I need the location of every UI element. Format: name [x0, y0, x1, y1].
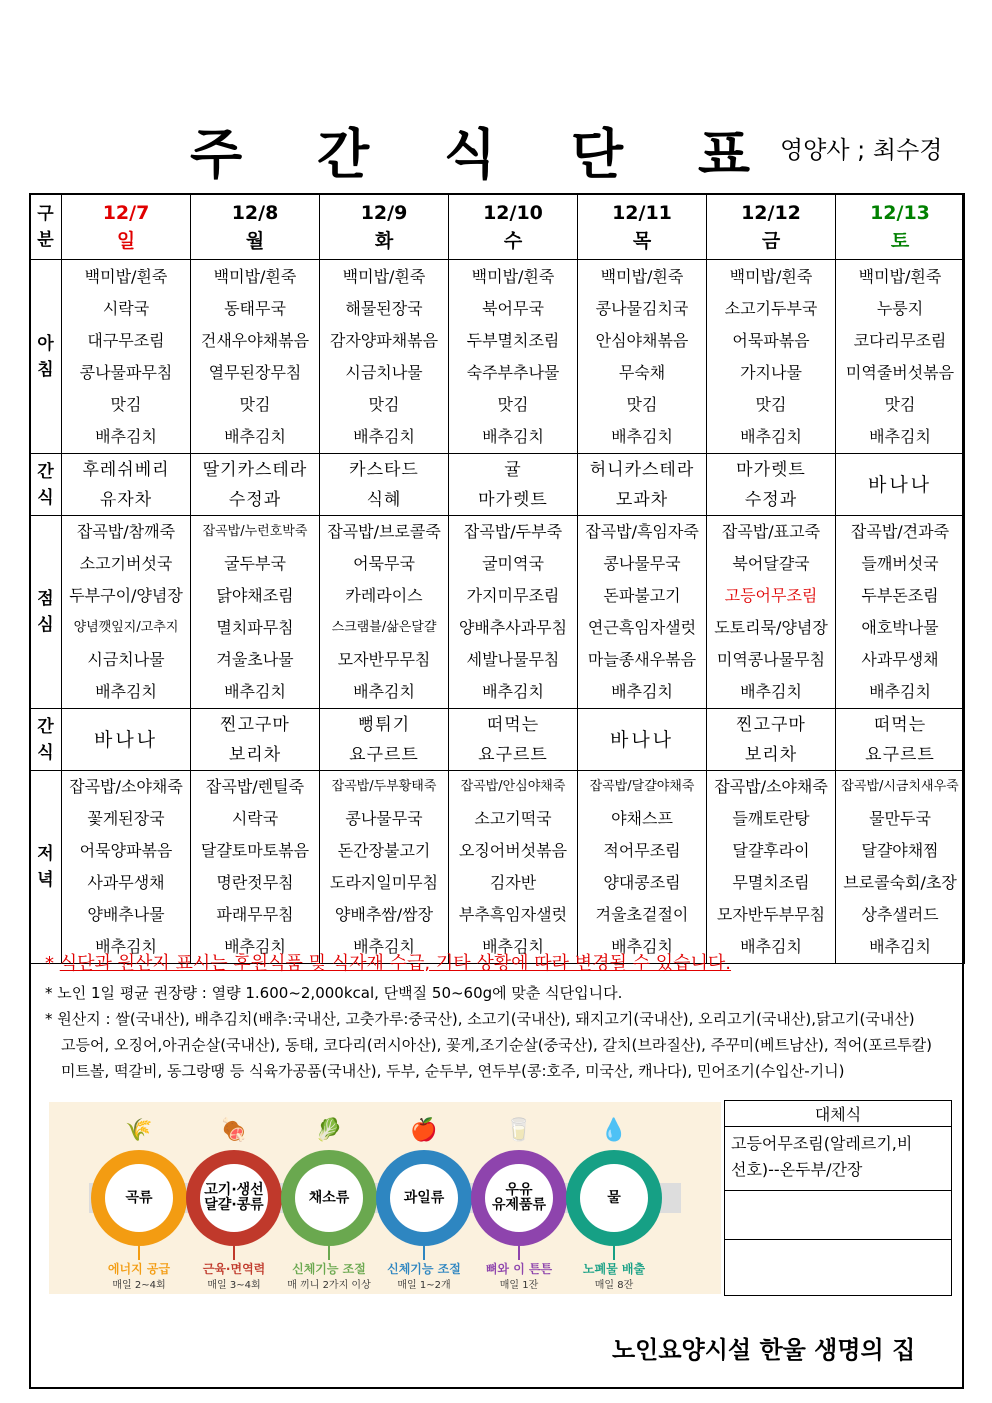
menu-item: 콩나물파무침 — [79, 362, 173, 382]
food-group-benefit: 신체기능 조절 — [387, 1262, 461, 1276]
menu-item: 바나나 — [609, 728, 675, 751]
food-group-circle — [376, 1150, 472, 1246]
menu-item: 어묵파볶음 — [732, 330, 810, 350]
food-group-benefit: 뼈와 이 튼튼 — [485, 1262, 553, 1276]
change-notice: * 식단과 원산지 표시는 후원식품 및 식자재 수급, 기타 상황에 따라 변경될 수 있습니다. — [45, 953, 732, 974]
food-group-benefit: 에너지 공급 — [107, 1262, 171, 1276]
menu-item: 숙주부추나물 — [466, 362, 560, 382]
menu-item: 양념깻잎지/고추지 — [73, 620, 179, 635]
menu-item: 콩나물무국 — [345, 809, 423, 828]
menu-item: 백미밥/흰죽 — [84, 266, 168, 286]
menu-item: 사과무생채 — [861, 650, 939, 669]
menu-item: 연근흑임자샐럿 — [587, 618, 697, 637]
menu-item: 배추김치 — [224, 682, 286, 701]
menu-item: 뻥튀기 — [357, 714, 411, 735]
menu-item: 맛김 — [755, 394, 787, 414]
menu-item: 찐고구마 — [736, 714, 806, 735]
menu-item: 배추김치 — [611, 937, 673, 956]
menu-item: 맛김 — [497, 394, 529, 414]
substitute-title: 대체식 — [725, 1101, 952, 1127]
menu-item: 감자양파채볶음 — [329, 330, 439, 350]
menu-item: 배추김치 — [224, 426, 286, 446]
menu-item: 스크램블/삶은달걀 — [331, 620, 437, 635]
substitute-empty-2 — [725, 1239, 952, 1295]
menu-item: 가지미무조림 — [466, 586, 560, 605]
menu-item: 바나나 — [867, 473, 933, 496]
date: 12/10 — [483, 201, 543, 224]
menu-item: 백미밥/흰죽 — [471, 266, 555, 286]
origin-line-1: * 원산지 : 쌀(국내산), 배추김치(배추:국내산, 고춧가루:중국산), 소고기(국내산), 돼지고기(국내산), 오리고기(국내산),닭고기(국내산) — [45, 1010, 915, 1028]
menu-item: 동태무국 — [224, 298, 286, 318]
menu-item: 배추김치 — [740, 682, 802, 701]
menu-item: 콩나물무국 — [603, 554, 681, 573]
menu-item: 맛김 — [368, 394, 400, 414]
menu-item: 소고기두부국 — [724, 298, 818, 318]
vegetable-icon: 🥬 — [315, 1118, 343, 1143]
menu-item: 맛김 — [626, 394, 658, 414]
food-group-serving: 매 끼니 2가지 이상 — [287, 1280, 371, 1291]
food-group-name: 곡류 — [105, 1164, 173, 1232]
weekday: 금 — [761, 229, 781, 252]
menu-item: 후레쉬베리 — [82, 459, 170, 480]
menu-item: 겨울초겉절이 — [595, 905, 689, 924]
menu-item: 떠먹는 — [486, 714, 540, 735]
menu-item: 파래무무침 — [216, 905, 294, 924]
menu-item: 보리차 — [744, 744, 798, 765]
milk-icon: 🥛 — [505, 1118, 533, 1143]
food-group-name: 과일류 — [390, 1164, 458, 1232]
food-group-name: 우유 유제품류 — [485, 1164, 553, 1232]
menu-item: 배추김치 — [611, 682, 673, 701]
menu-item: 닭야채조림 — [216, 586, 294, 605]
menu-item: 보리차 — [228, 744, 282, 765]
meat-icon: 🍖 — [220, 1118, 248, 1143]
meal-label: 점 심 — [30, 516, 62, 709]
menu-item: 양배추쌈/쌈장 — [334, 905, 434, 924]
menu-item: 굴두부국 — [224, 554, 286, 573]
food-group-benefit: 근육·면역력 — [202, 1262, 266, 1276]
menu-item: 시락국 — [102, 298, 150, 318]
menu-item: 배추김치 — [611, 426, 673, 446]
menu-item: 백미밥/흰죽 — [600, 266, 684, 286]
weekday: 월 — [245, 229, 265, 252]
date: 12/7 — [102, 201, 150, 224]
menu-item: 맛김 — [239, 394, 271, 414]
menu-item: 꽃게된장국 — [87, 809, 165, 828]
menu-item: 카스타드 — [349, 459, 419, 480]
menu-item: 잡곡밥/안심야채죽 — [460, 779, 566, 794]
menu-item: 미역줄버섯볶음 — [845, 362, 955, 382]
menu-item: 도라지일미무침 — [329, 873, 439, 892]
menu-item: 마늘종새우볶음 — [587, 650, 697, 669]
date: 12/9 — [360, 201, 408, 224]
food-group-circle — [566, 1150, 662, 1246]
meal-label: 간 식 — [30, 454, 62, 516]
weekday: 일 — [116, 229, 136, 252]
food-group-name: 채소류 — [295, 1164, 363, 1232]
menu-item: 식혜 — [366, 489, 402, 510]
menu-item: 소고기떡국 — [474, 809, 552, 828]
menu-item: 대구무조림 — [87, 330, 165, 350]
wheat-icon: 🌾 — [125, 1118, 153, 1143]
menu-item: 딸기카스테라 — [202, 459, 308, 480]
menu-item: 잡곡밥/렌틸죽 — [205, 777, 305, 796]
menu-item: 김자반 — [489, 873, 537, 892]
menu-item: 해물된장국 — [345, 298, 423, 318]
menu-item: 배추김치 — [353, 682, 415, 701]
menu-item: 겨울초나물 — [216, 650, 294, 669]
menu-item: 배추김치 — [869, 937, 931, 956]
menu-item: 유자차 — [99, 489, 153, 510]
menu-item: 배추김치 — [869, 426, 931, 446]
menu-item: 사과무생채 — [87, 873, 165, 892]
menu-item: 떠먹는 — [873, 714, 927, 735]
menu-item: 도토리묵/양념장 — [714, 618, 828, 637]
food-group-circle — [186, 1150, 282, 1246]
menu-item: 고등어무조림 — [724, 586, 818, 605]
menu-item: 잡곡밥/소야채죽 — [714, 777, 828, 796]
menu-item: 코다리무조림 — [853, 330, 947, 350]
menu-item: 맛김 — [110, 394, 142, 414]
menu-item: 잡곡밥/견과죽 — [850, 522, 950, 541]
pin-marker — [233, 1246, 235, 1260]
menu-item: 달걀야채찜 — [861, 841, 939, 860]
menu-item: 적어무조림 — [603, 841, 681, 860]
substitute-table — [724, 1100, 952, 1296]
menu-item: 시금치나물 — [87, 650, 165, 669]
menu-item: 잡곡밥/달걀야채죽 — [589, 779, 695, 794]
food-group-serving: 매일 3~4회 — [207, 1280, 261, 1291]
menu-item: 잡곡밥/누런호박죽 — [202, 524, 308, 539]
food-group-serving: 매일 2~4회 — [112, 1280, 166, 1291]
menu-item: 양배추나물 — [87, 905, 165, 924]
menu-item: 잡곡밥/소야채죽 — [69, 777, 183, 796]
menu-item: 콩나물김치국 — [595, 298, 689, 318]
origin-line-3: 미트볼, 떡갈비, 동그랑땡 등 식육가공품(국내산), 두부, 순두부, 연두부(콩:호주, 미국산, 캐나다), 민어조기(수입산-기니) — [61, 1062, 845, 1080]
food-group-serving: 매일 8잔 — [594, 1280, 634, 1291]
menu-item: 마가렛트 — [478, 489, 548, 510]
food-group-name: 고기·생선 달걀·콩류 — [200, 1164, 268, 1232]
menu-item: 잡곡밥/시금치새우죽 — [841, 779, 959, 794]
pin-marker — [518, 1246, 520, 1260]
menu-item: 허니카스테라 — [589, 459, 695, 480]
menu-item: 모자반두부무침 — [716, 905, 826, 924]
food-group-benefit: 노폐물 배출 — [582, 1262, 646, 1276]
menu-item: 배추김치 — [353, 426, 415, 446]
substitute-content: 고등어무조림(알레르기,비 선호)--온두부/간장 — [725, 1126, 952, 1191]
menu-item: 상추샐러드 — [861, 905, 939, 924]
origin-line-2: 고등어, 오징어,아귀순살(국내산), 동태, 코다리(러시아산), 꽃게,조기순살(중국산), 갈치(브라질산), 주꾸미(베트남산), 적어(포르투칼) — [61, 1036, 933, 1054]
menu-item: 찐고구마 — [220, 714, 290, 735]
weekday: 화 — [374, 229, 394, 252]
menu-item: 두부멸치조림 — [466, 330, 560, 350]
pin-marker — [328, 1246, 330, 1260]
menu-item: 백미밥/흰죽 — [729, 266, 813, 286]
menu-item: 오징어버섯볶음 — [458, 841, 568, 860]
food-group-serving: 매일 1~2개 — [397, 1280, 451, 1291]
menu-item: 양배추사과무침 — [458, 618, 568, 637]
menu-item: 가지나물 — [740, 362, 802, 382]
menu-item: 배추김치 — [95, 937, 157, 956]
menu-item: 애호박나물 — [861, 618, 939, 637]
menu-item: 누룽지 — [876, 298, 924, 318]
menu-item: 안심야채볶음 — [595, 330, 689, 350]
menu-item: 부추흑임자샐럿 — [458, 905, 568, 924]
menu-item: 배추김치 — [740, 937, 802, 956]
menu-item: 배추김치 — [482, 426, 544, 446]
meal-label: 간 식 — [30, 709, 62, 771]
menu-item: 북어달걀국 — [732, 554, 810, 573]
menu-item: 북어무국 — [482, 298, 544, 318]
menu-item: 요구르트 — [865, 744, 935, 765]
menu-item: 배추김치 — [224, 937, 286, 956]
facility-name: 노인요양시설 한울 생명의 집 — [612, 1336, 916, 1364]
menu-item: 잡곡밥/흑임자죽 — [585, 522, 699, 541]
menu-item: 백미밥/흰죽 — [858, 266, 942, 286]
menu-item: 카레라이스 — [345, 586, 423, 605]
menu-item: 배추김치 — [95, 426, 157, 446]
pin-marker — [423, 1246, 425, 1260]
substitute-empty-1 — [725, 1191, 952, 1239]
menu-item: 멸치파무침 — [216, 618, 294, 637]
food-group-benefit: 신체기능 조절 — [292, 1262, 366, 1276]
menu-item: 돈간장불고기 — [337, 841, 431, 860]
menu-item: 야채스프 — [611, 809, 673, 828]
menu-item: 귤 — [504, 459, 522, 480]
menu-item: 들깨버섯국 — [861, 554, 939, 573]
menu-item: 무숙채 — [618, 362, 666, 382]
menu-item: 백미밥/흰죽 — [342, 266, 426, 286]
menu-item: 시금치나물 — [345, 362, 423, 382]
menu-item: 물만두국 — [869, 809, 931, 828]
menu-item: 무멸치조림 — [732, 873, 810, 892]
date: 12/12 — [741, 201, 801, 224]
food-group-circle — [91, 1150, 187, 1246]
menu-item: 모자반무무침 — [337, 650, 431, 669]
menu-item: 배추김치 — [353, 937, 415, 956]
food-group-serving: 매일 1잔 — [499, 1280, 539, 1291]
dietitian-name: 영양사 ; 최수경 — [780, 136, 943, 164]
menu-item: 미역콩나물무침 — [716, 650, 826, 669]
menu-item: 수정과 — [228, 489, 282, 510]
menu-item: 세발나물무침 — [466, 650, 560, 669]
meal-label: 아 침 — [30, 260, 62, 454]
weekday: 수 — [503, 229, 523, 252]
menu-item: 배추김치 — [95, 682, 157, 701]
menu-item: 맛김 — [884, 394, 916, 414]
water-icon: 💧 — [600, 1118, 628, 1143]
weekday: 토 — [890, 229, 910, 252]
menu-item: 백미밥/흰죽 — [213, 266, 297, 286]
menu-item: 달걀토마토볶음 — [200, 841, 310, 860]
date: 12/8 — [231, 201, 279, 224]
meal-label: 저 녁 — [30, 771, 62, 964]
menu-item: 요구르트 — [349, 744, 419, 765]
menu-item: 달걀후라이 — [732, 841, 810, 860]
date: 12/11 — [612, 201, 672, 224]
menu-item: 잡곡밥/표고죽 — [721, 522, 821, 541]
menu-item: 잡곡밥/두부죽 — [463, 522, 563, 541]
menu-item: 어묵양파볶음 — [79, 841, 173, 860]
food-group-circle — [281, 1150, 377, 1246]
pin-marker — [138, 1246, 140, 1260]
menu-item: 배추김치 — [740, 426, 802, 446]
weekday: 목 — [632, 229, 652, 252]
menu-item: 잡곡밥/참깨죽 — [76, 522, 176, 541]
menu-item: 바나나 — [93, 728, 159, 751]
menu-item: 열무된장무침 — [208, 362, 302, 382]
nutrition-standard: * 노인 1일 평균 권장량 : 열량 1.600~2,000kcal, 단백질 50~60g에 맞춘 식단입니다. — [45, 984, 623, 1002]
food-group-name: 물 — [580, 1164, 648, 1232]
menu-item: 잡곡밥/브로콜죽 — [327, 522, 441, 541]
menu-item: 배추김치 — [482, 682, 544, 701]
menu-item: 건새우야채볶음 — [200, 330, 310, 350]
date: 12/13 — [870, 201, 930, 224]
menu-item: 브로콜숙회/초장 — [843, 873, 957, 892]
page-title: 주 간 식 단 표 — [190, 123, 779, 186]
menu-item: 어묵무국 — [353, 554, 415, 573]
menu-item: 양대콩조림 — [603, 873, 681, 892]
pin-marker — [613, 1246, 615, 1260]
menu-item: 요구르트 — [478, 744, 548, 765]
menu-item: 두부구이/양념장 — [69, 586, 183, 605]
apple-icon: 🍎 — [410, 1118, 438, 1143]
menu-item: 굴미역국 — [482, 554, 544, 573]
menu-item: 모과차 — [615, 489, 669, 510]
menu-item: 두부돈조림 — [861, 586, 939, 605]
menu-item: 명란젓무침 — [216, 873, 294, 892]
menu-item: 마가렛트 — [736, 459, 806, 480]
menu-item: 배추김치 — [482, 937, 544, 956]
menu-item: 잡곡밥/두부황태죽 — [331, 779, 437, 794]
menu-item: 소고기버섯국 — [79, 554, 173, 573]
meal-label: 구 분 — [30, 194, 62, 260]
menu-item: 들깨토란탕 — [732, 809, 810, 828]
menu-item: 수정과 — [744, 489, 798, 510]
menu-item: 돈파불고기 — [603, 586, 681, 605]
food-group-circle — [471, 1150, 567, 1246]
notes-section — [45, 948, 950, 1084]
food-group-banner — [49, 1102, 721, 1294]
menu-item: 시락국 — [231, 809, 279, 828]
menu-item: 배추김치 — [869, 682, 931, 701]
